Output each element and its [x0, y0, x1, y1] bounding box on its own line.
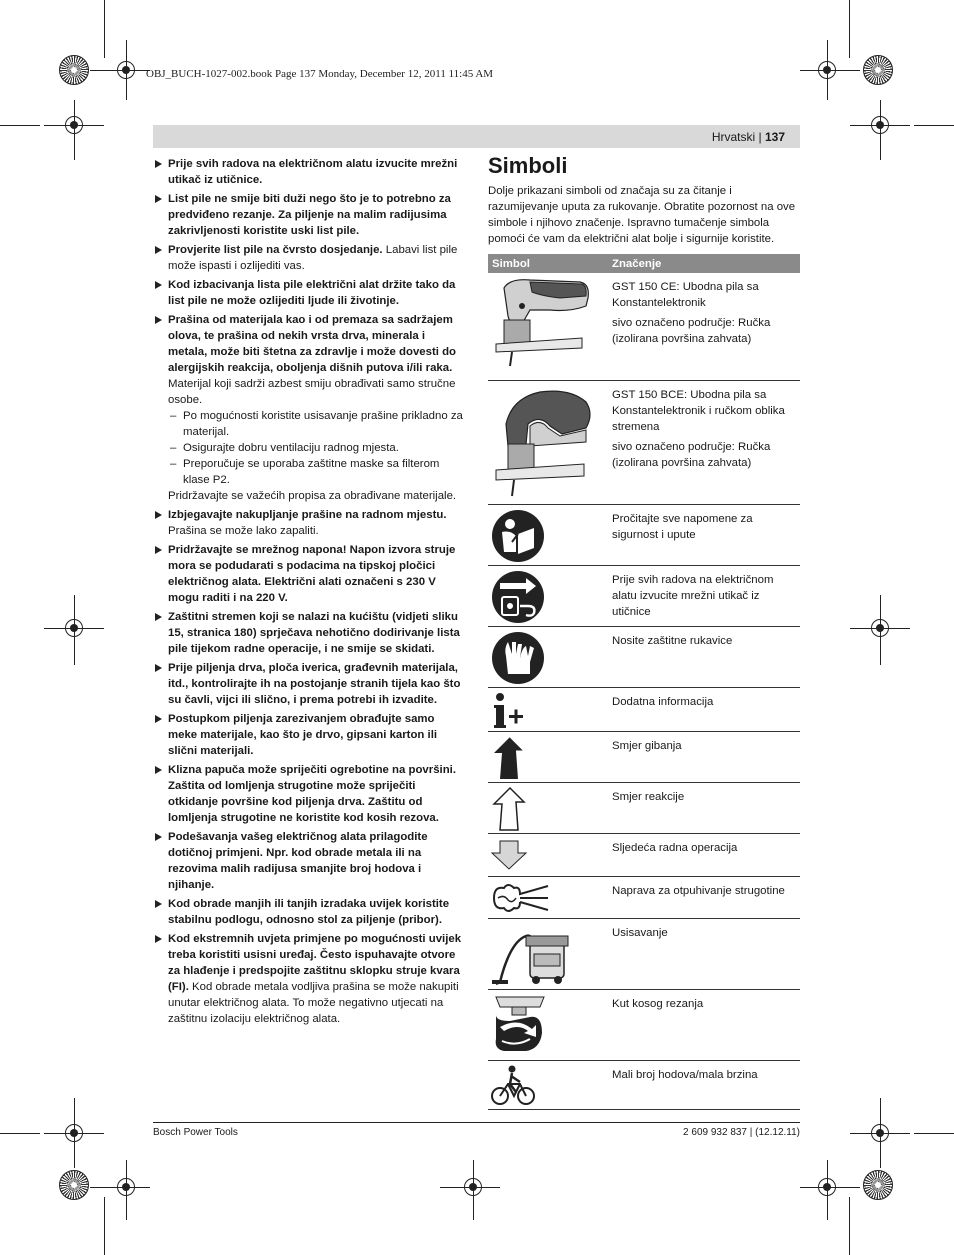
- rosette-top-right: [863, 55, 893, 85]
- bevel-angle-icon: [490, 993, 550, 1064]
- dust-text: Materijal koji sadrži azbest smiju obrađivati samo stručne osobe.: [168, 378, 456, 406]
- table-row: Naprava za otpuhivanje strugotine: [488, 877, 800, 919]
- table-header: [488, 254, 800, 273]
- table-row: Smjer reakcije: [488, 783, 800, 834]
- bullet-triangle-icon: [155, 935, 162, 943]
- book-info: OBJ_BUCH-1027-002.book Page 137 Monday, December 12, 2011 11:45 AM: [146, 68, 494, 80]
- list-item: Kod ekstremnih uvjeta primjene po mogućnosti uvijek treba koristiti usisni uređaj. Često ispuhavajte otvore za hlađenje i predspojite zaštitnu sklopku struje kvara (FI). Kod obrade metala vodljiva prašina se može nakupiti unutar električnog alata. To može negativno utjecati na zaštitnu izolaciju električnog alata.: [155, 931, 465, 1027]
- page-number: 137: [764, 130, 785, 144]
- table-row: Kut kosog rezanja: [488, 990, 800, 1061]
- table-row: Dodatna informacija: [488, 688, 800, 732]
- rosette-bottom-right: [863, 1170, 893, 1200]
- table-row: Nosite zaštitne rukavice: [488, 627, 800, 688]
- arrow-filled-up-icon: [490, 735, 530, 786]
- symbols-table: [488, 254, 800, 1110]
- arrow-outline-up-icon: [490, 786, 530, 837]
- list-item: Zaštitni stremen koji se nalazi na kućištu (vidjeti sliku 15, stranica 180) sprječava nehotično dodirivanje lista pile tijekom radne operacije, i ne smije se skidati.: [155, 609, 465, 657]
- table-row: Sljedeća radna operacija: [488, 834, 800, 877]
- list-item: Provjerite list pile na čvrsto dosjedanje. Labavi list pile može ispasti i ozlijediti vas.: [155, 242, 465, 274]
- list-item: Kod obrade manjih ili tanjih izradaka uvijek koristite stabilnu podlogu, odnosno stol za piljenje (pribor).: [155, 896, 465, 928]
- bullet-triangle-icon: [155, 613, 162, 621]
- dash-item: – Osigurajte dobru ventilaciju radnog mjesta.: [170, 442, 399, 454]
- list-item: Izbjegavajte nakupljanje prašine na radnom mjestu. Prašina se može lako zapaliti.: [155, 507, 465, 539]
- bicycle-icon: [490, 1064, 538, 1113]
- vacuum-icon: [490, 922, 570, 993]
- col-meaning-header: Značenje: [612, 258, 662, 270]
- section-intro: Dolje prikazani simboli od značaja su za čitanje i razumijevanje uputa za rukovanje. Obratite pozornost na ove simbole i njihovo značenje. Ispravno tumačenje simbola pomoći će vam da električni alat bolje i sigurnije koristite.: [488, 185, 796, 245]
- table-row: GST 150 CE: Ubodna pila sa Konstantelektronik sivo označeno područje: Ručka (izolirana površina zahvata): [488, 273, 800, 381]
- bullet-triangle-icon: [155, 160, 162, 168]
- footer-brand: Bosch Power Tools: [153, 1127, 238, 1138]
- table-row: Usisavanje: [488, 919, 800, 990]
- blower-icon: [490, 880, 550, 921]
- jigsaw-ce-icon: [490, 276, 594, 373]
- bullet-triangle-icon: [155, 900, 162, 908]
- list-item: Klizna papuča može spriječiti ogrebotine na površini. Zaštita od lomljenja strugotine može spriječiti otkidanje površine kod piljenja drva. Zaštitu od lomljenja strugotine ne koristite kod kosih rezova.: [155, 762, 465, 826]
- table-row: GST 150 BCE: Ubodna pila sa Konstantelektronik i ručkom oblika stremena sivo označeno područje: Ručka (izolirana površina zahvata): [488, 381, 800, 505]
- header-language: Hrvatski: [711, 130, 756, 144]
- header-separator: |: [758, 130, 762, 144]
- dust-after-text: Pridržavajte se važećih propisa za obrađivane materijale.: [168, 490, 457, 502]
- bullet-triangle-icon: [155, 281, 162, 289]
- bullet-triangle-icon: [155, 246, 162, 254]
- footer-doc-number: 2 609 932 837 | (12.12.11): [683, 1127, 800, 1138]
- list-item: Prašina od materijala kao i od premaza sa sadržajem olova, te prašina od nekih vrsta drva, minerala i metala, može biti štetna za zdravlje i može dovesti do alergijskih reakcija, oboljenja dišnih putova i/ili raka.: [155, 312, 465, 376]
- read-manual-icon: [490, 508, 546, 569]
- list-item: Prije piljenja drva, ploča iverica, građevnih materijala, itd., kontrolirajte ih na postojanje stranih tijela kao što su čavli, vijci ili slično, i prema potrebi ih izvadite.: [155, 660, 465, 708]
- bullet-triangle-icon: [155, 664, 162, 672]
- symbols-section: [488, 150, 800, 1081]
- list-item: Podešavanja vašeg električnog alata prilagodite dotičnoj primjeni. Npr. kod obrade metala ili na rezovima malih radijusa smanjite broj hodova i njihanje.: [155, 829, 465, 893]
- list-item: Pridržavajte se mrežnog napona! Napon izvora struje mora se podudarati s podacima na tipskoj pločici električnog alata. Električni alati označeni s 230 V mogu raditi i na 220 V.: [155, 542, 465, 606]
- table-row: Smjer gibanja: [488, 732, 800, 783]
- rosette-top-left: [59, 55, 89, 85]
- table-row: Mali broj hodova/mala brzina: [488, 1061, 800, 1110]
- gloves-icon: [490, 630, 546, 691]
- safety-instructions: [155, 156, 465, 1030]
- col-symbol-header: Simbol: [492, 258, 530, 270]
- jigsaw-bce-icon: [490, 384, 594, 505]
- info-plus-icon: [490, 691, 530, 736]
- section-title: Simboli: [488, 153, 568, 178]
- dash-item: – Po mogućnosti koristite usisavanje prašine prikladno za materijal.: [170, 410, 463, 438]
- unplug-icon: [490, 569, 546, 630]
- list-item: Postupkom piljenja zarezivanjem obrađujte samo meke materijale, kao što je drvo, gipsani karton ili slični materijali.: [155, 711, 465, 759]
- footer-divider: [153, 1122, 800, 1123]
- bullet-triangle-icon: [155, 195, 162, 203]
- bullet-triangle-icon: [155, 316, 162, 324]
- list-item: Kod izbacivanja lista pile električni alat držite tako da list pile ne može ozlijediti ljude ili životinje.: [155, 277, 465, 309]
- rosette-bottom-left: [59, 1170, 89, 1200]
- arrow-down-icon: [490, 837, 530, 878]
- bullet-triangle-icon: [155, 546, 162, 554]
- list-item: Prije svih radova na električnom alatu izvucite mrežni utikač iz utičnice.: [155, 156, 465, 188]
- table-row: Prije svih radova na električnom alatu izvucite mrežni utikač iz utičnice: [488, 566, 800, 627]
- bullet-triangle-icon: [155, 715, 162, 723]
- list-item: List pile ne smije biti duži nego što je to potrebno za predviđeno rezanje. Za piljenje na malim radijusima zakrivljenosti koristite uski list pile.: [155, 191, 465, 239]
- page-header: [153, 125, 800, 148]
- bullet-triangle-icon: [155, 766, 162, 774]
- dash-item: – Preporučuje se uporaba zaštitne maske sa filterom klase P2.: [170, 458, 440, 486]
- table-row: Pročitajte sve napomene za sigurnost i upute: [488, 505, 800, 566]
- bullet-triangle-icon: [155, 511, 162, 519]
- bullet-triangle-icon: [155, 833, 162, 841]
